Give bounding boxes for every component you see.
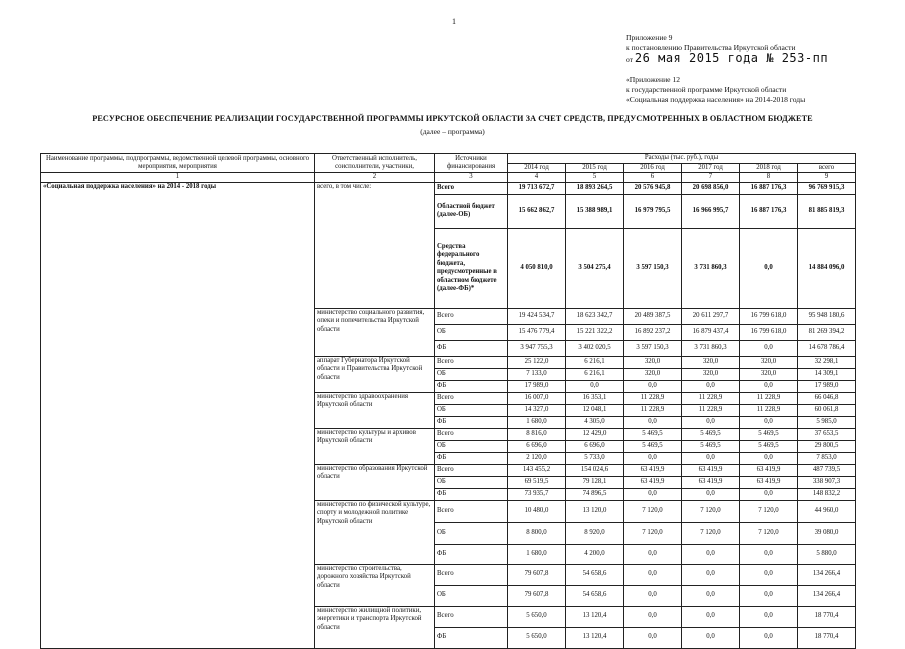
expense-value: 6 696,0 bbox=[508, 440, 566, 452]
expense-value: 79 607,8 bbox=[508, 564, 566, 585]
column-number: 1 bbox=[41, 173, 315, 183]
expense-value: 320,0 bbox=[682, 356, 740, 368]
expense-value: 16 887 176,3 bbox=[740, 194, 798, 228]
expense-value: 18 893 264,5 bbox=[566, 182, 624, 194]
expense-value: 0,0 bbox=[624, 452, 682, 464]
funding-source: ФБ bbox=[435, 416, 508, 428]
expense-value: 7 120,0 bbox=[624, 500, 682, 522]
expense-value: 96 769 915,3 bbox=[798, 182, 856, 194]
expense-value: 5 650,0 bbox=[508, 627, 566, 648]
expense-value: 0,0 bbox=[740, 488, 798, 500]
expense-value: 0,0 bbox=[624, 416, 682, 428]
expense-value: 18 770,4 bbox=[798, 606, 856, 627]
expense-value: 3 731 860,3 bbox=[682, 228, 740, 308]
expense-value: 0,0 bbox=[682, 452, 740, 464]
funding-source: Всего bbox=[435, 428, 508, 440]
expense-value: 0,0 bbox=[740, 606, 798, 627]
appendix-handwritten-date: 26 мая 2015 года № 253-пп bbox=[634, 51, 829, 65]
expense-value: 11 228,9 bbox=[682, 404, 740, 416]
funding-source: ФБ bbox=[435, 488, 508, 500]
expense-value: 15 221 322,2 bbox=[566, 324, 624, 340]
expense-value: 11 228,9 bbox=[740, 404, 798, 416]
expense-value: 320,0 bbox=[682, 368, 740, 380]
ministry-name: министерство строительства, дорожного хозяйства Иркутской области bbox=[315, 564, 435, 606]
expense-value: 69 519,5 bbox=[508, 476, 566, 488]
funding-source: Всего bbox=[435, 606, 508, 627]
expense-value: 14 884 096,0 bbox=[798, 228, 856, 308]
column-number: 8 bbox=[740, 173, 798, 183]
expense-value: 7 120,0 bbox=[740, 522, 798, 544]
expense-value: 20 698 856,0 bbox=[682, 182, 740, 194]
expense-value: 20 611 297,7 bbox=[682, 308, 740, 324]
appendix12-program-name: «Социальная поддержка населения» на 2014-2018 годы bbox=[626, 95, 806, 104]
funding-source: ФБ bbox=[435, 627, 508, 648]
expense-value: 148 832,2 bbox=[798, 488, 856, 500]
expense-value: 13 120,0 bbox=[566, 500, 624, 522]
expense-value: 3 597 150,3 bbox=[624, 340, 682, 356]
expense-value: 63 419,9 bbox=[624, 464, 682, 476]
expense-value: 32 298,1 bbox=[798, 356, 856, 368]
funding-source: ФБ bbox=[435, 340, 508, 356]
funding-source: ОБ bbox=[435, 585, 508, 606]
expense-value: 0,0 bbox=[566, 380, 624, 392]
expense-value: 18 623 342,7 bbox=[566, 308, 624, 324]
expense-value: 73 935,7 bbox=[508, 488, 566, 500]
expense-value: 63 419,9 bbox=[740, 464, 798, 476]
expense-value: 0,0 bbox=[624, 544, 682, 564]
funding-source: Всего bbox=[435, 392, 508, 404]
expense-value: 63 419,9 bbox=[740, 476, 798, 488]
expense-value: 0,0 bbox=[740, 340, 798, 356]
expense-value: 0,0 bbox=[740, 416, 798, 428]
header-expenses: Расходы (тыс. руб.), годы bbox=[508, 154, 856, 164]
expense-value: 25 122,0 bbox=[508, 356, 566, 368]
expense-value: 16 353,1 bbox=[566, 392, 624, 404]
expense-value: 17 989,0 bbox=[508, 380, 566, 392]
expense-value: 0,0 bbox=[682, 627, 740, 648]
expense-value: 0,0 bbox=[682, 380, 740, 392]
column-number: 7 bbox=[682, 173, 740, 183]
expense-value: 63 419,9 bbox=[682, 476, 740, 488]
expense-value: 0,0 bbox=[740, 627, 798, 648]
expense-value: 0,0 bbox=[624, 606, 682, 627]
expense-value: 0,0 bbox=[740, 452, 798, 464]
expense-value: 66 046,8 bbox=[798, 392, 856, 404]
header-executor: Ответственный исполнитель, соисполнители, участники, bbox=[315, 154, 435, 173]
page-number: 1 bbox=[452, 17, 456, 26]
column-number: 9 bbox=[798, 173, 856, 183]
expense-value: 487 739,5 bbox=[798, 464, 856, 476]
expense-value: 11 228,9 bbox=[624, 404, 682, 416]
funding-source: Средства федерального бюджета, предусмотренные в областном бюджете (далее-ФБ)* bbox=[435, 228, 508, 308]
header-year: 2015 год bbox=[566, 163, 624, 173]
expense-value: 5 880,0 bbox=[798, 544, 856, 564]
header-year: 2018 год bbox=[740, 163, 798, 173]
expense-value: 0,0 bbox=[682, 564, 740, 585]
expense-value: 60 061,8 bbox=[798, 404, 856, 416]
appendix-date-prefix: от bbox=[626, 55, 634, 64]
expense-value: 0,0 bbox=[740, 564, 798, 585]
expense-value: 7 120,0 bbox=[682, 500, 740, 522]
column-number: 6 bbox=[624, 173, 682, 183]
expense-value: 12 048,1 bbox=[566, 404, 624, 416]
expense-value: 1 680,0 bbox=[508, 416, 566, 428]
expense-value: 134 266,4 bbox=[798, 585, 856, 606]
header-year: 2014 год bbox=[508, 163, 566, 173]
header-total: всего bbox=[798, 163, 856, 173]
expense-value: 11 228,9 bbox=[682, 392, 740, 404]
ministry-name: министерство здравоохранения Иркутской области bbox=[315, 392, 435, 428]
header-sources: Источники финансирования bbox=[435, 154, 508, 173]
ministry-name: министерство жилищной политики, энергетики и транспорта Иркутской области bbox=[315, 606, 435, 648]
expense-value: 5 469,5 bbox=[624, 440, 682, 452]
appendix-resolution: к постановлению Правительства Иркутской области bbox=[626, 43, 796, 52]
expense-value: 154 024,6 bbox=[566, 464, 624, 476]
expense-value: 0,0 bbox=[682, 416, 740, 428]
expense-value: 1 680,0 bbox=[508, 544, 566, 564]
expense-value: 7 120,0 bbox=[624, 522, 682, 544]
expense-value: 54 658,6 bbox=[566, 585, 624, 606]
expense-value: 20 489 387,5 bbox=[624, 308, 682, 324]
funding-source: ОБ bbox=[435, 368, 508, 380]
ministry-name: министерство социального развития, опеки и попечительства Иркутской области bbox=[315, 308, 435, 356]
expense-value: 79 128,1 bbox=[566, 476, 624, 488]
expense-value: 16 799 618,0 bbox=[740, 324, 798, 340]
ministry-name: министерство культуры и архивов Иркутской области bbox=[315, 428, 435, 464]
expense-value: 14 309,1 bbox=[798, 368, 856, 380]
expense-value: 7 120,0 bbox=[682, 522, 740, 544]
expense-value: 0,0 bbox=[682, 585, 740, 606]
expense-value: 5 733,0 bbox=[566, 452, 624, 464]
expense-value: 39 080,0 bbox=[798, 522, 856, 544]
expense-value: 18 770,4 bbox=[798, 627, 856, 648]
expense-value: 4 200,0 bbox=[566, 544, 624, 564]
expense-value: 16 887 176,3 bbox=[740, 182, 798, 194]
column-number: 5 bbox=[566, 173, 624, 183]
expense-value: 2 120,0 bbox=[508, 452, 566, 464]
expense-value: 0,0 bbox=[624, 564, 682, 585]
expense-value: 320,0 bbox=[740, 356, 798, 368]
expense-value: 16 799 618,0 bbox=[740, 308, 798, 324]
expense-value: 5 469,5 bbox=[740, 428, 798, 440]
header-year: 2016 год bbox=[624, 163, 682, 173]
expense-value: 0,0 bbox=[740, 544, 798, 564]
expense-value: 81 885 819,3 bbox=[798, 194, 856, 228]
expense-value: 320,0 bbox=[624, 356, 682, 368]
funding-source: Всего bbox=[435, 500, 508, 522]
expense-value: 54 658,6 bbox=[566, 564, 624, 585]
expense-value: 14 678 786,4 bbox=[798, 340, 856, 356]
expense-value: 37 653,5 bbox=[798, 428, 856, 440]
expense-value: 5 469,5 bbox=[740, 440, 798, 452]
expense-value: 15 388 989,1 bbox=[566, 194, 624, 228]
expense-value: 63 419,9 bbox=[682, 464, 740, 476]
header-year: 2017 год bbox=[682, 163, 740, 173]
expense-value: 16 007,0 bbox=[508, 392, 566, 404]
expense-value: 0,0 bbox=[624, 380, 682, 392]
column-number: 4 bbox=[508, 173, 566, 183]
expense-value: 3 947 755,3 bbox=[508, 340, 566, 356]
expense-value: 11 228,9 bbox=[624, 392, 682, 404]
expense-value: 3 504 275,4 bbox=[566, 228, 624, 308]
expense-value: 10 480,0 bbox=[508, 500, 566, 522]
expense-value: 143 455,2 bbox=[508, 464, 566, 476]
expense-value: 3 402 020,5 bbox=[566, 340, 624, 356]
column-number: 2 bbox=[315, 173, 435, 183]
expense-value: 0,0 bbox=[682, 488, 740, 500]
expense-value: 4 305,0 bbox=[566, 416, 624, 428]
funding-source: Всего bbox=[435, 356, 508, 368]
expense-value: 8 920,0 bbox=[566, 522, 624, 544]
expense-value: 0,0 bbox=[624, 627, 682, 648]
expense-value: 3 731 860,3 bbox=[682, 340, 740, 356]
expense-value: 13 120,4 bbox=[566, 627, 624, 648]
expense-value: 6 216,1 bbox=[566, 368, 624, 380]
funding-source: Всего bbox=[435, 564, 508, 585]
expense-value: 79 607,8 bbox=[508, 585, 566, 606]
appendix12-title: «Приложение 12 bbox=[626, 75, 681, 84]
expense-value: 19 713 672,7 bbox=[508, 182, 566, 194]
expense-value: 16 879 437,4 bbox=[682, 324, 740, 340]
funding-source: ОБ bbox=[435, 404, 508, 416]
ministry-name: аппарат Губернатора Иркутской области и Правительства Иркутской области bbox=[315, 356, 435, 392]
expense-value: 81 269 394,2 bbox=[798, 324, 856, 340]
funding-source: ФБ bbox=[435, 452, 508, 464]
expense-value: 4 050 810,0 bbox=[508, 228, 566, 308]
funding-source: ФБ bbox=[435, 544, 508, 564]
funding-source: Всего bbox=[435, 182, 508, 194]
expense-value: 44 960,0 bbox=[798, 500, 856, 522]
appendix-block bbox=[626, 33, 828, 105]
funding-source: Областной бюджет (далее-ОБ) bbox=[435, 194, 508, 228]
expense-value: 8 800,0 bbox=[508, 522, 566, 544]
funding-source: Всего bbox=[435, 308, 508, 324]
expense-value: 16 892 237,2 bbox=[624, 324, 682, 340]
header-name: Наименование программы, подпрограммы, ведомственной целевой программы, основного мероприятия, мероприятия bbox=[41, 154, 315, 173]
expense-value: 63 419,9 bbox=[624, 476, 682, 488]
expense-value: 7 133,0 bbox=[508, 368, 566, 380]
expense-value: 0,0 bbox=[682, 606, 740, 627]
funding-source: ОБ bbox=[435, 522, 508, 544]
header-row bbox=[41, 154, 856, 164]
expense-value: 134 266,4 bbox=[798, 564, 856, 585]
funding-source: ОБ bbox=[435, 440, 508, 452]
expense-value: 8 816,0 bbox=[508, 428, 566, 440]
document-subtitle: (далее – программа) bbox=[420, 127, 485, 136]
column-number-row bbox=[41, 173, 856, 183]
expense-value: 0,0 bbox=[624, 585, 682, 606]
expense-value: 20 576 945,8 bbox=[624, 182, 682, 194]
resource-table bbox=[40, 153, 856, 649]
funding-source: Всего bbox=[435, 464, 508, 476]
expense-value: 7 120,0 bbox=[740, 500, 798, 522]
expense-value: 0,0 bbox=[740, 228, 798, 308]
expense-value: 74 896,5 bbox=[566, 488, 624, 500]
expense-value: 16 979 795,5 bbox=[624, 194, 682, 228]
expense-value: 0,0 bbox=[740, 380, 798, 392]
expense-value: 0,0 bbox=[624, 488, 682, 500]
expense-value: 320,0 bbox=[624, 368, 682, 380]
expense-value: 6 216,1 bbox=[566, 356, 624, 368]
expense-value: 15 662 862,7 bbox=[508, 194, 566, 228]
expense-value: 7 853,0 bbox=[798, 452, 856, 464]
expense-value: 29 800,5 bbox=[798, 440, 856, 452]
expense-value: 19 424 534,7 bbox=[508, 308, 566, 324]
appendix-date-line bbox=[626, 53, 828, 65]
program-executor: всего, в том числе: bbox=[315, 182, 435, 308]
appendix12-program: к государственной программе Иркутской области bbox=[626, 85, 787, 94]
expense-value: 3 597 150,3 bbox=[624, 228, 682, 308]
funding-source: ОБ bbox=[435, 476, 508, 488]
funding-source: ОБ bbox=[435, 324, 508, 340]
expense-value: 12 429,0 bbox=[566, 428, 624, 440]
ministry-name: министерство по физической культуре, спорту и молодежной политике Иркутской области bbox=[315, 500, 435, 564]
expense-value: 17 989,0 bbox=[798, 380, 856, 392]
expense-value: 320,0 bbox=[740, 368, 798, 380]
appendix-title: Приложение 9 bbox=[626, 33, 673, 42]
expense-value: 13 120,4 bbox=[566, 606, 624, 627]
program-name: «Социальная поддержка населения» на 2014 - 2018 годы bbox=[41, 182, 315, 648]
expense-value: 0,0 bbox=[682, 544, 740, 564]
expense-value: 0,0 bbox=[740, 585, 798, 606]
expense-value: 5 650,0 bbox=[508, 606, 566, 627]
expense-value: 5 469,5 bbox=[682, 428, 740, 440]
program-row bbox=[41, 182, 856, 194]
expense-value: 16 966 995,7 bbox=[682, 194, 740, 228]
document-title: РЕСУРСНОЕ ОБЕСПЕЧЕНИЕ РЕАЛИЗАЦИИ ГОСУДАРСТВЕННОЙ ПРОГРАММЫ ИРКУТСКОЙ ОБЛАСТИ ЗА СЧЕТ СРЕДСТВ, ПРЕДУСМОТРЕННЫХ В ОБЛАСТНОМ БЮДЖЕТЕ bbox=[92, 114, 813, 123]
funding-source: ФБ bbox=[435, 380, 508, 392]
expense-value: 5 469,5 bbox=[682, 440, 740, 452]
column-number: 3 bbox=[435, 173, 508, 183]
expense-value: 5 469,5 bbox=[624, 428, 682, 440]
ministry-name: министерство образования Иркутской области bbox=[315, 464, 435, 500]
expense-value: 95 948 180,6 bbox=[798, 308, 856, 324]
expense-value: 338 907,3 bbox=[798, 476, 856, 488]
expense-value: 5 985,0 bbox=[798, 416, 856, 428]
expense-value: 6 696,0 bbox=[566, 440, 624, 452]
expense-value: 15 476 779,4 bbox=[508, 324, 566, 340]
expense-value: 14 327,0 bbox=[508, 404, 566, 416]
expense-value: 11 228,9 bbox=[740, 392, 798, 404]
